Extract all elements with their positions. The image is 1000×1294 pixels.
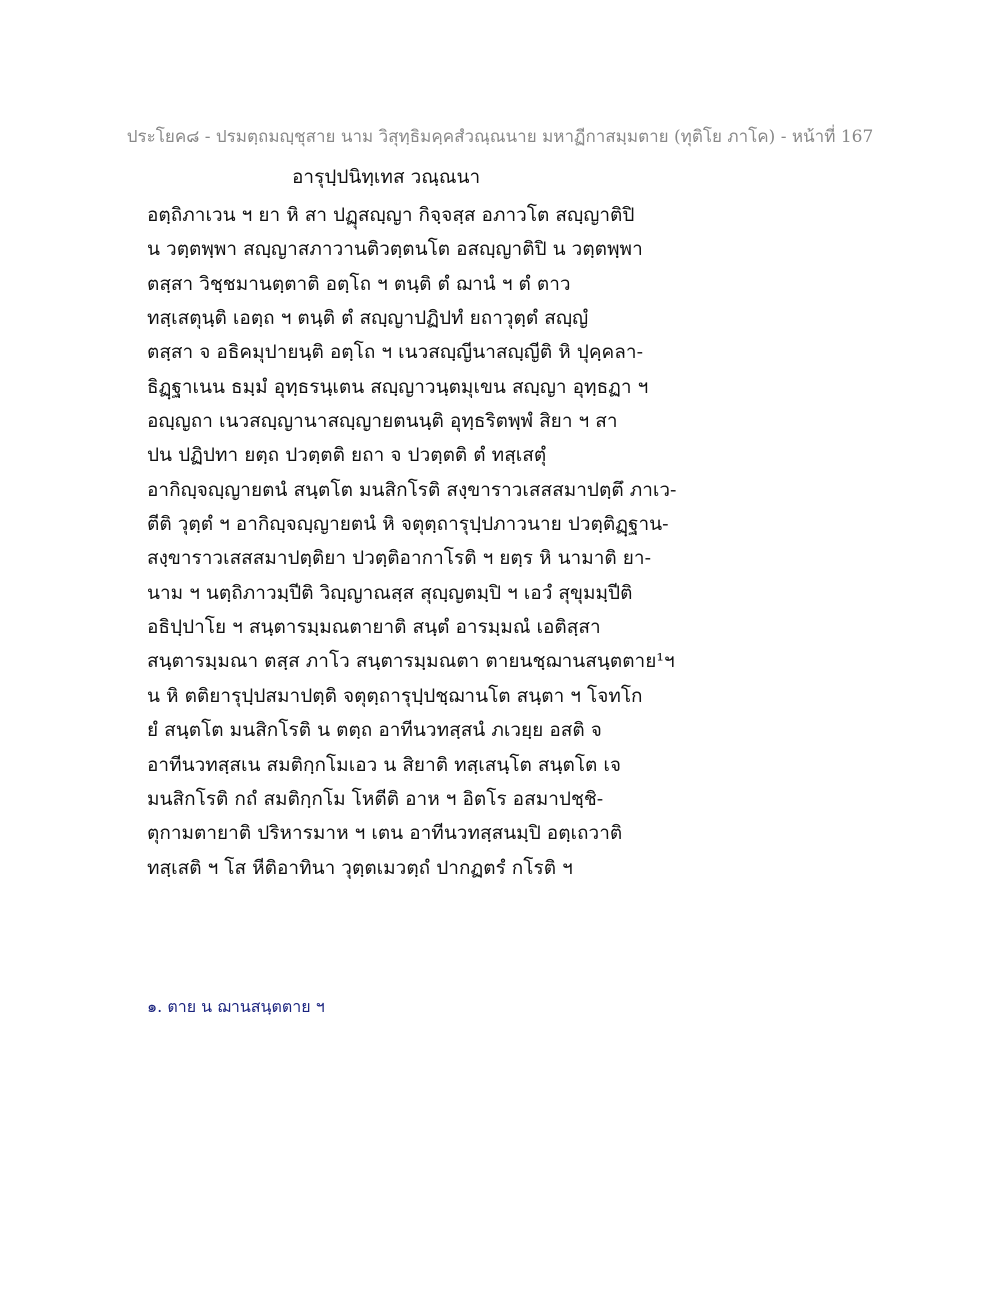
body-line: ตีติ วุตฺตํ ฯ อากิญฺจญฺญายตนํ หิ จตุตฺถารุปฺปภาวนาย ปวตฺติฏฺฐาน- [147,513,669,536]
body-line: น วตฺตพฺพา สญฺญาสภาวานติวตฺตนโต อสญฺญาติปิ น วตฺตพฺพา [147,238,643,261]
body-line: อญฺญถา เนวสญฺญานาสญฺญายตนนฺติ อุทฺธริตพฺพํ สิยา ฯ สา [147,410,618,433]
body-line: ธิฏฺฐาเนน ธมฺมํ อุทฺธรนฺเตน สญฺญาวนฺตมุเขน สญฺญา อุทฺธฏา ฯ [147,375,649,398]
body-line: อาทีนวทสฺสเน สมติกฺกโมเอว น สิยาติ ทสฺเสนฺโต สนฺตโต เจ [147,753,622,776]
body-line: ตสฺสา วิชฺชมานตฺตาติ อตฺโถ ฯ ตนฺติ ตํ ฌานํ ฯ ตํ ตาว [147,272,571,295]
body-line: ตสฺสา จ อธิคมุปายนฺติ อตฺโถ ฯ เนวสญฺญีนาสญฺญีติ หิ ปุคฺคลา- [147,341,644,364]
body-line: ปน ปฏิปทา ยตฺถ ปวตฺตติ ยถา จ ปวตฺตติ ตํ ทสฺเสตุํ [147,444,547,467]
body-line: ทสฺเสติ ฯ โส หีติอาทินา วุตฺตเมวตฺถํ ปากฏตรํ กโรติ ฯ [147,856,573,879]
body-line: ตุกามตายาติ ปริหารมาห ฯ เตน อาทีนวทสฺสนมฺปิ อตฺเถวาติ [147,822,623,845]
body-line: อธิปฺปาโย ฯ สนฺตารมฺมณตายาติ สนฺตํ อารมฺมณํ เอติสฺสา [147,616,601,639]
body-line: ทสฺเสตุนฺติ เอตฺถ ฯ ตนฺติ ตํ สญฺญาปฏิปทํ ยถาวุตฺตํ สญฺญํ [147,307,589,330]
section-title: อารุปฺปนิทฺเทส วณฺณนา [292,166,481,188]
body-line: อตฺถิภาเวน ฯ ยา หิ สา ปฏุสญฺญา กิจฺจสฺส อภาวโต สญฺญาติปิ [147,204,635,226]
body-line: นาม ฯ นตฺถิภาวมฺปีติ วิญฺญาณสฺส สุญฺญตมฺปิ ฯ เอวํ สุขุมมฺปีติ [147,581,633,604]
body-line: น หิ ตติยารุปฺปสมาปตฺติ จตุตฺถารุปฺปชฺฌานโต สนฺตา ฯ โจทโก [147,684,643,707]
body-line: อากิญฺจญฺญายตนํ สนฺตโต มนสิกโรติ สงฺขาราวเสสสมาปตฺตึ ภาเว- [147,478,677,501]
footnote: ๑. ตาย น ฌานสนฺตตาย ฯ [147,997,325,1016]
body-line: มนสิกโรติ กถํ สมติกฺกโม โหตีติ อาห ฯ อิตโร อสมาปชฺชิ- [147,787,604,810]
body-line: สงฺขาราวเสสสมาปตฺติยา ปวตฺติอากาโรติ ฯ ยตฺร หิ นามาติ ยา- [147,547,652,570]
body-line: สนฺตารมฺมณา ตสฺส ภาโว สนฺตารมฺมณตา ตายนชฺฌานสนฺตตาย¹ฯ [147,650,675,673]
body-line: ยํ สนฺตโต มนสิกโรติ น ตตฺถ อาทีนวทสฺสนํ ภเวยฺย อสติ จ [147,719,602,742]
running-header: ประโยค๘ - ปรมตฺถมญฺชุสาย นาม วิสุทฺธิมคฺคสํวณฺณนาย มหาฏีกาสมฺมตาย (ทุติโย ภาโค) - หน้าที่ 167 [126,127,874,147]
body-text [147,200,707,887]
